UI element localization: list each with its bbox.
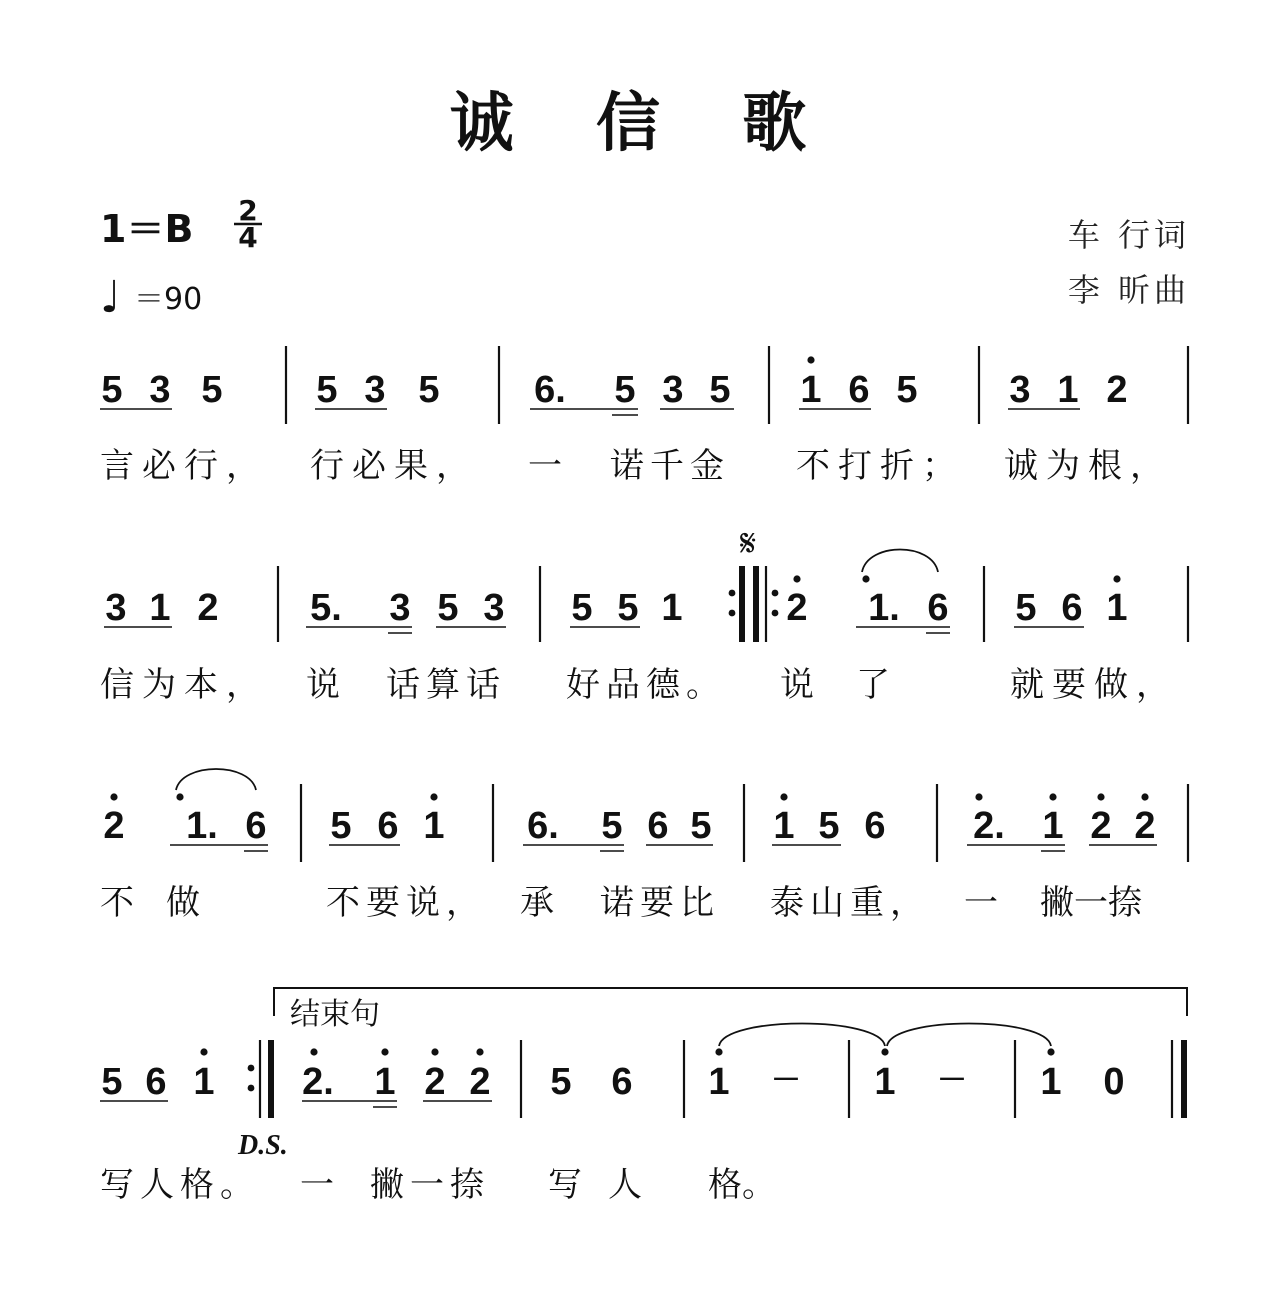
note: 1 bbox=[193, 1061, 215, 1103]
note: 1 bbox=[1042, 805, 1064, 847]
quarter-note-icon: ♩ bbox=[100, 272, 121, 323]
high-octave-dot bbox=[793, 575, 800, 582]
lyric: 格。 bbox=[708, 1165, 776, 1205]
note: 1 bbox=[1057, 369, 1079, 411]
note: 6 bbox=[864, 805, 886, 847]
note: 5 bbox=[614, 369, 636, 411]
ending-bracket bbox=[274, 988, 1187, 1016]
note: 5 bbox=[617, 587, 639, 629]
lyric: 说 bbox=[780, 665, 814, 705]
lyric: 诺要比 bbox=[600, 883, 720, 923]
lyric: 了 bbox=[856, 665, 890, 705]
note: 5 bbox=[550, 1061, 572, 1103]
lyric: 信为本， bbox=[100, 665, 268, 705]
note: 3 bbox=[149, 369, 171, 411]
song-title: 诚 信 歌 bbox=[449, 86, 837, 161]
score-line-3 bbox=[100, 769, 1188, 923]
note: 2 bbox=[424, 1061, 446, 1103]
repeat-dot bbox=[729, 610, 736, 617]
high-octave-dot bbox=[200, 1048, 207, 1055]
lyric: 不要说， bbox=[326, 883, 486, 923]
composer-credit: 李 昕曲 bbox=[1067, 271, 1190, 309]
high-octave-dot bbox=[430, 793, 437, 800]
lyric: 写 bbox=[548, 1165, 582, 1205]
note: 1 bbox=[708, 1061, 730, 1103]
repeat-dot bbox=[248, 1085, 255, 1092]
high-octave-dot bbox=[1141, 793, 1148, 800]
tempo-marking: ＝90 bbox=[134, 282, 203, 317]
lyric: 不 bbox=[100, 883, 134, 923]
note: 5 bbox=[896, 369, 918, 411]
note: 6 bbox=[647, 805, 669, 847]
lyric: 一 bbox=[300, 1165, 334, 1205]
high-octave-dot bbox=[176, 793, 183, 800]
tie-arc bbox=[887, 1024, 1051, 1047]
high-octave-dot bbox=[1097, 793, 1104, 800]
note: 5 bbox=[330, 805, 352, 847]
high-octave-dot bbox=[780, 793, 787, 800]
note: 3 bbox=[364, 369, 386, 411]
note: 6 bbox=[145, 1061, 167, 1103]
note: 6 bbox=[611, 1061, 633, 1103]
note: 5 bbox=[316, 369, 338, 411]
note: 1 bbox=[1040, 1061, 1062, 1103]
lyric: 行必果， bbox=[310, 446, 478, 486]
lyric: 写人格。 bbox=[100, 1165, 260, 1205]
note: 3 bbox=[105, 587, 127, 629]
score-line-2 bbox=[100, 521, 1188, 705]
note: 1 bbox=[874, 1061, 896, 1103]
repeat-dot bbox=[248, 1065, 255, 1072]
lyric: 好品德。 bbox=[566, 665, 726, 705]
lyric: 泰山重， bbox=[770, 883, 930, 923]
note: 2 bbox=[1106, 369, 1128, 411]
high-octave-dot bbox=[715, 1048, 722, 1055]
note: 1 bbox=[1106, 587, 1128, 629]
note: 1. bbox=[186, 805, 218, 847]
note: 2. bbox=[302, 1061, 334, 1103]
high-octave-dot bbox=[110, 793, 117, 800]
note: 1 bbox=[800, 369, 822, 411]
high-octave-dot bbox=[476, 1048, 483, 1055]
high-octave-dot bbox=[381, 1048, 388, 1055]
note: 3 bbox=[662, 369, 684, 411]
tie-arc bbox=[862, 550, 938, 573]
note: 5. bbox=[310, 587, 342, 629]
repeat-dot bbox=[729, 590, 736, 597]
ds-marking: D.S. bbox=[238, 1130, 288, 1161]
note: 2 bbox=[197, 587, 219, 629]
time-signature-bottom: 4 bbox=[238, 221, 258, 254]
note: 2 bbox=[1090, 805, 1112, 847]
note: 3 bbox=[1009, 369, 1031, 411]
high-octave-dot bbox=[1113, 575, 1120, 582]
note: 3 bbox=[483, 587, 505, 629]
high-octave-dot bbox=[975, 793, 982, 800]
note: 0 bbox=[1103, 1061, 1125, 1103]
note: 5 bbox=[1015, 587, 1037, 629]
note: 5 bbox=[101, 1061, 123, 1103]
lyric: 不打折； bbox=[796, 446, 964, 486]
dash: － bbox=[937, 1064, 967, 1097]
note: 6 bbox=[377, 805, 399, 847]
lyric: 撇一捺 bbox=[370, 1165, 490, 1205]
high-octave-dot bbox=[862, 575, 869, 582]
note: 5 bbox=[201, 369, 223, 411]
high-octave-dot bbox=[310, 1048, 317, 1055]
lyric: 诚为根， bbox=[1004, 446, 1172, 486]
note: 5 bbox=[709, 369, 731, 411]
lyric: 说 bbox=[306, 665, 340, 705]
score-line-1 bbox=[100, 346, 1188, 486]
lyric: 承 bbox=[520, 883, 554, 923]
high-octave-dot bbox=[1047, 1048, 1054, 1055]
lyric: 一 bbox=[528, 446, 562, 486]
note: 2 bbox=[1134, 805, 1156, 847]
high-octave-dot bbox=[1049, 793, 1056, 800]
high-octave-dot bbox=[431, 1048, 438, 1055]
note: 5 bbox=[601, 805, 623, 847]
lyric: 做 bbox=[166, 883, 200, 923]
note: 2 bbox=[103, 805, 125, 847]
note: 5 bbox=[418, 369, 440, 411]
repeat-dot bbox=[772, 590, 779, 597]
lyric: 就要做， bbox=[1010, 665, 1178, 705]
lyricist-credit: 车 行词 bbox=[1067, 216, 1190, 254]
tie-arc bbox=[719, 1024, 885, 1047]
lyric: 人 bbox=[608, 1165, 642, 1205]
dash: － bbox=[771, 1064, 801, 1097]
lyric: 一 bbox=[964, 883, 998, 923]
lyric: 撇一捺 bbox=[1040, 883, 1142, 923]
note: 5 bbox=[437, 587, 459, 629]
note: 1 bbox=[374, 1061, 396, 1103]
note: 2 bbox=[786, 587, 808, 629]
note: 2. bbox=[973, 805, 1005, 847]
note: 5 bbox=[818, 805, 840, 847]
score-line-4 bbox=[100, 988, 1187, 1205]
note: 1. bbox=[868, 587, 900, 629]
note: 6 bbox=[927, 587, 949, 629]
note: 1 bbox=[773, 805, 795, 847]
note: 5 bbox=[101, 369, 123, 411]
note: 5 bbox=[571, 587, 593, 629]
note: 6 bbox=[245, 805, 267, 847]
high-octave-dot bbox=[881, 1048, 888, 1055]
segno-sign: 𝄋 bbox=[739, 521, 757, 565]
key-signature: 1＝B bbox=[100, 207, 194, 251]
repeat-dot bbox=[772, 610, 779, 617]
tie-arc bbox=[176, 769, 256, 790]
note: 6 bbox=[1061, 587, 1083, 629]
lyric: 言必行， bbox=[100, 446, 268, 486]
note: 6 bbox=[848, 369, 870, 411]
note: 3 bbox=[389, 587, 411, 629]
lyric: 话算话 bbox=[386, 665, 506, 705]
note: 6. bbox=[534, 369, 566, 411]
note: 6. bbox=[527, 805, 559, 847]
high-octave-dot bbox=[807, 356, 814, 363]
ending-label: 结束句 bbox=[290, 997, 380, 1032]
note: 1 bbox=[423, 805, 445, 847]
note: 1 bbox=[149, 587, 171, 629]
time-signature-top: 2 bbox=[238, 194, 258, 227]
lyric: 诺千金 bbox=[610, 446, 730, 486]
note: 5 bbox=[690, 805, 712, 847]
note: 1 bbox=[661, 587, 683, 629]
note: 2 bbox=[469, 1061, 491, 1103]
